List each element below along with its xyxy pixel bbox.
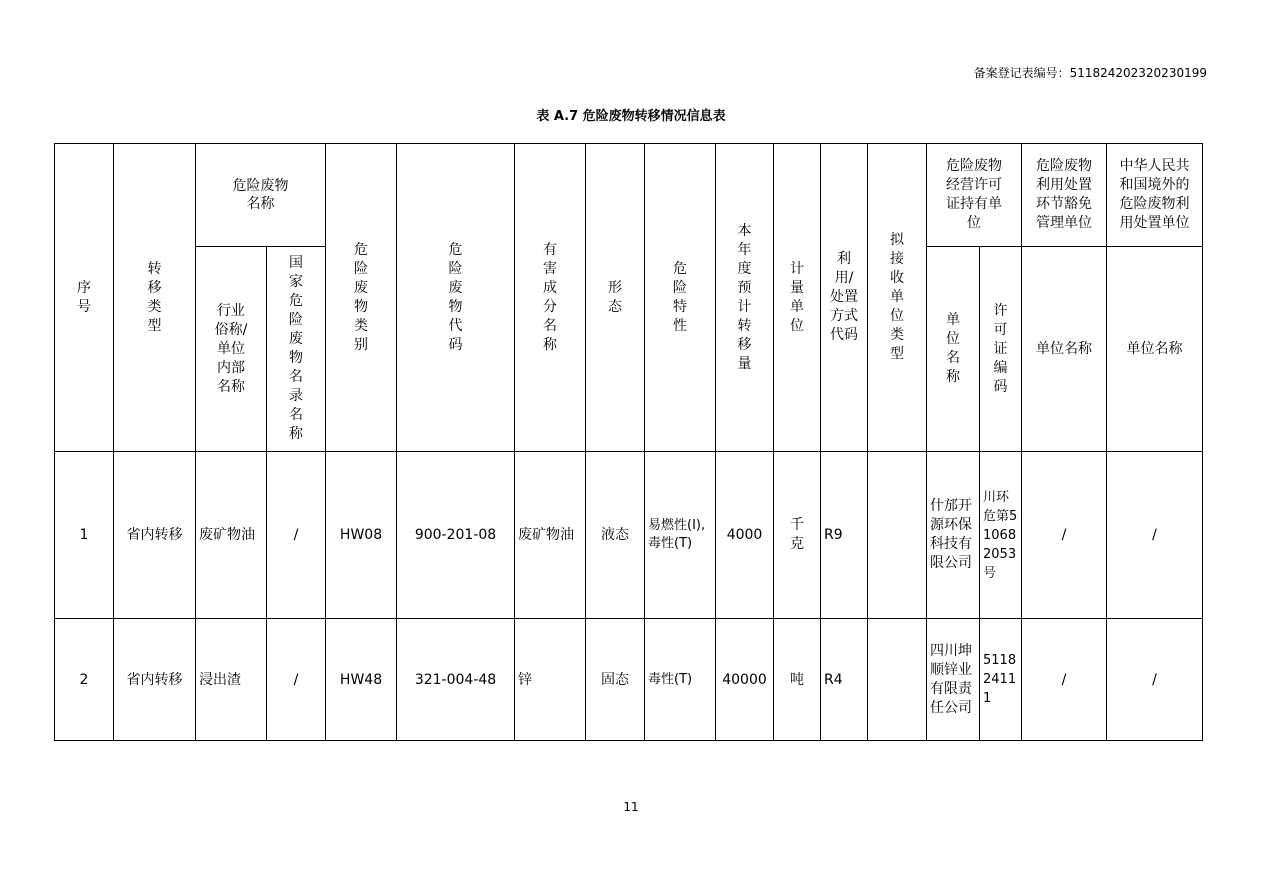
header-waste-category: 危险废物类别 bbox=[326, 144, 397, 452]
cell-holder-name: 四川坤顺锌业有限责任公司 bbox=[927, 619, 980, 741]
header-amount: 本年度预计转移量 bbox=[716, 144, 774, 452]
cell-waste-code: 321-004-48 bbox=[397, 619, 515, 741]
table-title: 表 A.7 危险废物转移情况信息表 bbox=[536, 109, 726, 124]
header-license-holder: 危险废物经营许可证持有单位 bbox=[927, 144, 1022, 247]
cell-amount: 40000 bbox=[716, 619, 774, 741]
cell-harmful: 锌 bbox=[515, 619, 586, 741]
cell-amount: 4000 bbox=[716, 452, 774, 619]
header-unit: 计量单位 bbox=[774, 144, 821, 452]
cell-receiver-type bbox=[868, 452, 927, 619]
cell-foreign-name: / bbox=[1107, 452, 1203, 619]
cell-receiver-type bbox=[868, 619, 927, 741]
cell-waste-category: HW08 bbox=[326, 452, 397, 619]
cell-license-no: 511824111 bbox=[980, 619, 1022, 741]
header-holder-name: 单位名称 bbox=[927, 247, 980, 452]
header-foreign: 中华人民共和国境外的危险废物利用处置单位 bbox=[1107, 144, 1203, 247]
cell-unit: 吨 bbox=[774, 619, 821, 741]
header-exempt: 危险废物利用处置环节豁免管理单位 bbox=[1022, 144, 1107, 247]
cell-transfer-type: 省内转移 bbox=[114, 452, 196, 619]
header-form: 形态 bbox=[586, 144, 645, 452]
cell-harmful: 废矿物油 bbox=[515, 452, 586, 619]
cell-foreign-name: / bbox=[1107, 619, 1203, 741]
cell-seq: 1 bbox=[55, 452, 114, 619]
cell-hazard: 易燃性(I),毒性(T) bbox=[645, 452, 716, 619]
cell-waste-category: HW48 bbox=[326, 619, 397, 741]
cell-national-name: / bbox=[267, 619, 326, 741]
cell-license-no: 川环危第510682053号 bbox=[980, 452, 1022, 619]
header-exempt-name: 单位名称 bbox=[1022, 247, 1107, 452]
header-waste-code: 危险废物代码 bbox=[397, 144, 515, 452]
cell-industry-name: 废矿物油 bbox=[196, 452, 267, 619]
cell-disposal-code: R9 bbox=[821, 452, 868, 619]
cell-hazard: 毒性(T) bbox=[645, 619, 716, 741]
cell-transfer-type: 省内转移 bbox=[114, 619, 196, 741]
registration-number: 备案登记表编号：511824202320230199 bbox=[973, 66, 1207, 80]
header-waste-name: 危险废物名称 bbox=[196, 144, 326, 247]
header-hazard: 危险特性 bbox=[645, 144, 716, 452]
header-receiver-type: 拟接收单位类型 bbox=[868, 144, 927, 452]
page-number: 11 bbox=[623, 800, 639, 814]
header-industry-name: 行业俗称/单位内部名称 bbox=[196, 247, 267, 452]
header-harmful: 有害成分名称 bbox=[515, 144, 586, 452]
table-row bbox=[55, 619, 1203, 741]
cell-exempt-name: / bbox=[1022, 452, 1107, 619]
cell-industry-name: 浸出渣 bbox=[196, 619, 267, 741]
hazardous-waste-transfer-table bbox=[54, 143, 1203, 741]
header-license-no: 许可证编码 bbox=[980, 247, 1022, 452]
cell-waste-code: 900-201-08 bbox=[397, 452, 515, 619]
cell-form: 液态 bbox=[586, 452, 645, 619]
cell-exempt-name: / bbox=[1022, 619, 1107, 741]
cell-seq: 2 bbox=[55, 619, 114, 741]
table-row bbox=[55, 452, 1203, 619]
header-disposal-code: 利用/处置方式代码 bbox=[821, 144, 868, 452]
header-foreign-name: 单位名称 bbox=[1107, 247, 1203, 452]
header-national-name: 国家危险废物名录名称 bbox=[267, 247, 326, 452]
cell-holder-name: 什邡开源环保科技有限公司 bbox=[927, 452, 980, 619]
cell-disposal-code: R4 bbox=[821, 619, 868, 741]
header-seq: 序号 bbox=[55, 144, 114, 452]
header-transfer-type: 转移类型 bbox=[114, 144, 196, 452]
cell-form: 固态 bbox=[586, 619, 645, 741]
cell-national-name: / bbox=[267, 452, 326, 619]
cell-unit: 千克 bbox=[774, 452, 821, 619]
